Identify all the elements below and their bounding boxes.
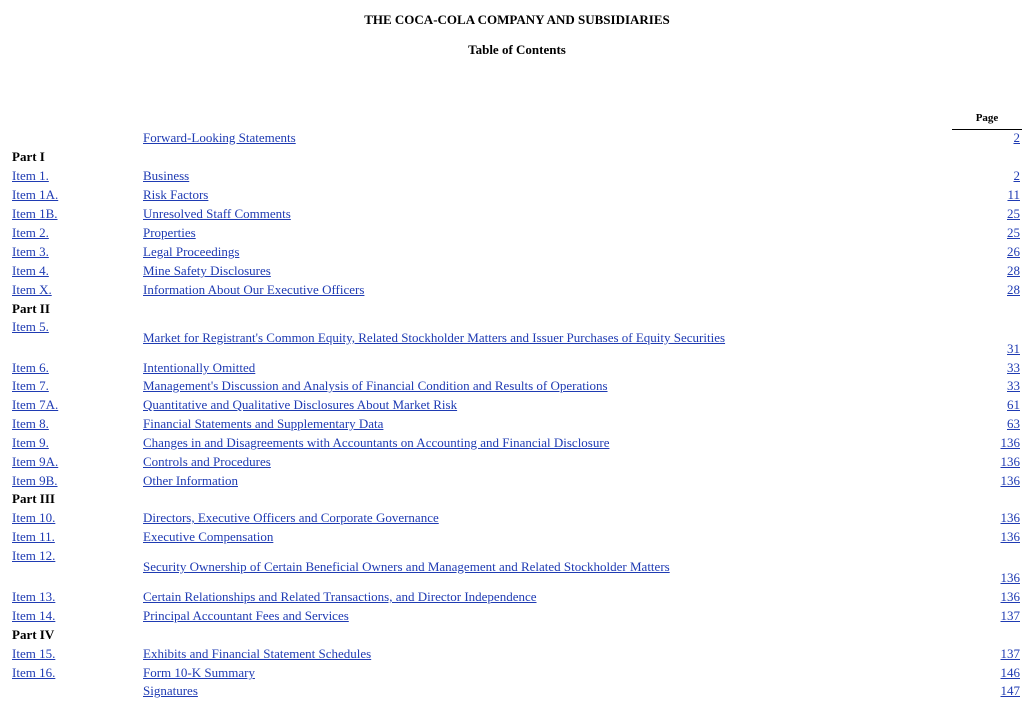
toc-item-number[interactable]: Item 1. (12, 168, 49, 183)
toc-item-title[interactable]: Quantitative and Qualitative Disclosures About Market Risk (143, 397, 458, 412)
toc-item-number[interactable]: Item 8. (12, 416, 49, 431)
toc-item-page[interactable]: 25 (1007, 225, 1020, 240)
document-title: THE COCA-COLA COMPANY AND SUBSIDIARIES (364, 12, 670, 27)
toc-item-title[interactable]: Intentionally Omitted (143, 360, 256, 375)
toc-item-title[interactable]: Exhibits and Financial Statement Schedules (143, 646, 372, 661)
toc-item-number[interactable]: Item 11. (12, 529, 55, 544)
toc-item-page[interactable]: 137 (1000, 646, 1020, 661)
toc-item-page[interactable]: 136 (1000, 510, 1020, 525)
part-heading-4: Part IV (12, 627, 55, 642)
toc-item-page[interactable]: 28 (1007, 282, 1020, 297)
toc-item-page[interactable]: 25 (1007, 206, 1020, 221)
toc-item-page[interactable]: 11 (1007, 187, 1020, 202)
signatures-link[interactable]: Signatures (143, 683, 198, 698)
toc-item-number[interactable]: Item 14. (12, 608, 56, 623)
toc-item-title[interactable]: Financial Statements and Supplementary Data (143, 416, 384, 431)
toc-item-title[interactable]: Changes in and Disagreements with Accountants on Accounting and Financial Disclosure (143, 435, 610, 450)
document-subtitle: Table of Contents (468, 42, 566, 57)
toc-item-number[interactable]: Item 10. (12, 510, 56, 525)
toc-item-page[interactable]: 28 (1007, 263, 1020, 278)
part-heading-1: Part I (12, 149, 45, 164)
toc-item-number[interactable]: Item 9A. (12, 454, 59, 469)
toc-item-number[interactable]: Item 12. (12, 548, 56, 563)
toc-item-page[interactable]: 26 (1007, 244, 1020, 259)
toc-item-title[interactable]: Controls and Procedures (143, 454, 271, 469)
toc-item-number[interactable]: Item 2. (12, 225, 49, 240)
toc-item-number[interactable]: Item 16. (12, 665, 56, 680)
toc-item-number[interactable]: Item 4. (12, 263, 49, 278)
toc-item-title[interactable]: Management's Discussion and Analysis of Financial Condition and Results of Operations (143, 378, 608, 393)
page-column-rule (952, 129, 1022, 130)
forward-looking-link[interactable]: Forward-Looking Statements (143, 130, 296, 145)
toc-item-page[interactable]: 136 (1000, 454, 1020, 469)
toc-item-title[interactable]: Certain Relationships and Related Transactions, and Director Independence (143, 589, 537, 604)
forward-looking-page[interactable]: 2 (1013, 130, 1020, 145)
toc-item-number[interactable]: Item 7. (12, 378, 49, 393)
toc-item-number[interactable]: Item X. (12, 282, 52, 297)
toc-item-number[interactable]: Item 9B. (12, 473, 58, 488)
toc-item-number[interactable]: Item 6. (12, 360, 49, 375)
toc-item-page[interactable]: 136 (1000, 473, 1020, 488)
toc-item-number[interactable]: Item 15. (12, 646, 56, 661)
toc-item-page[interactable]: 136 (1000, 589, 1020, 604)
toc-item-title[interactable]: Other Information (143, 473, 238, 488)
toc-item-number[interactable]: Item 7A. (12, 397, 59, 412)
toc-item-page[interactable]: 136 (1000, 435, 1020, 450)
toc-item-number[interactable]: Item 1B. (12, 206, 58, 221)
toc-item-title[interactable]: Properties (143, 225, 196, 240)
toc-item-title[interactable]: Executive Compensation (143, 529, 274, 544)
toc-item-page[interactable]: 33 (1007, 360, 1020, 375)
toc-item-title[interactable]: Information About Our Executive Officers (143, 282, 365, 297)
toc-item-page[interactable]: 63 (1007, 416, 1020, 431)
page-column-header: Page (975, 112, 999, 124)
toc-item-title[interactable]: Market for Registrant's Common Equity, Related Stockholder Matters and Issuer Purchases of Equity Securities (143, 330, 726, 345)
toc-item-number[interactable]: Item 5. (12, 319, 49, 334)
toc-item-title[interactable]: Mine Safety Disclosures (143, 263, 271, 278)
toc-item-title[interactable]: Legal Proceedings (143, 244, 240, 259)
toc-item-page[interactable]: 31 (1007, 341, 1020, 356)
toc-item-page[interactable]: 2 (1013, 168, 1020, 183)
toc-item-number[interactable]: Item 1A. (12, 187, 59, 202)
toc-item-number[interactable]: Item 13. (12, 589, 56, 604)
toc-item-page[interactable]: 33 (1007, 378, 1020, 393)
toc-item-number[interactable]: Item 9. (12, 435, 49, 450)
toc-item-page[interactable]: 146 (1000, 665, 1020, 680)
signatures-page[interactable]: 147 (1000, 683, 1020, 698)
toc-item-title[interactable]: Unresolved Staff Comments (143, 206, 291, 221)
toc-item-title[interactable]: Principal Accountant Fees and Services (143, 608, 349, 623)
toc-item-number[interactable]: Item 3. (12, 244, 49, 259)
toc-item-page[interactable]: 61 (1007, 397, 1020, 412)
toc-item-page[interactable]: 136 (1000, 570, 1020, 585)
toc-item-page[interactable]: 137 (1000, 608, 1020, 623)
part-heading-3: Part III (12, 491, 55, 506)
toc-item-page[interactable]: 136 (1000, 529, 1020, 544)
part-heading-2: Part II (12, 301, 50, 316)
toc-item-title[interactable]: Form 10-K Summary (143, 665, 255, 680)
toc-item-title[interactable]: Security Ownership of Certain Beneficial Owners and Management and Related Stockholder Matters (143, 559, 670, 574)
toc-item-title[interactable]: Business (143, 168, 190, 183)
toc-item-title[interactable]: Risk Factors (143, 187, 209, 202)
toc-item-title[interactable]: Directors, Executive Officers and Corporate Governance (143, 510, 439, 525)
